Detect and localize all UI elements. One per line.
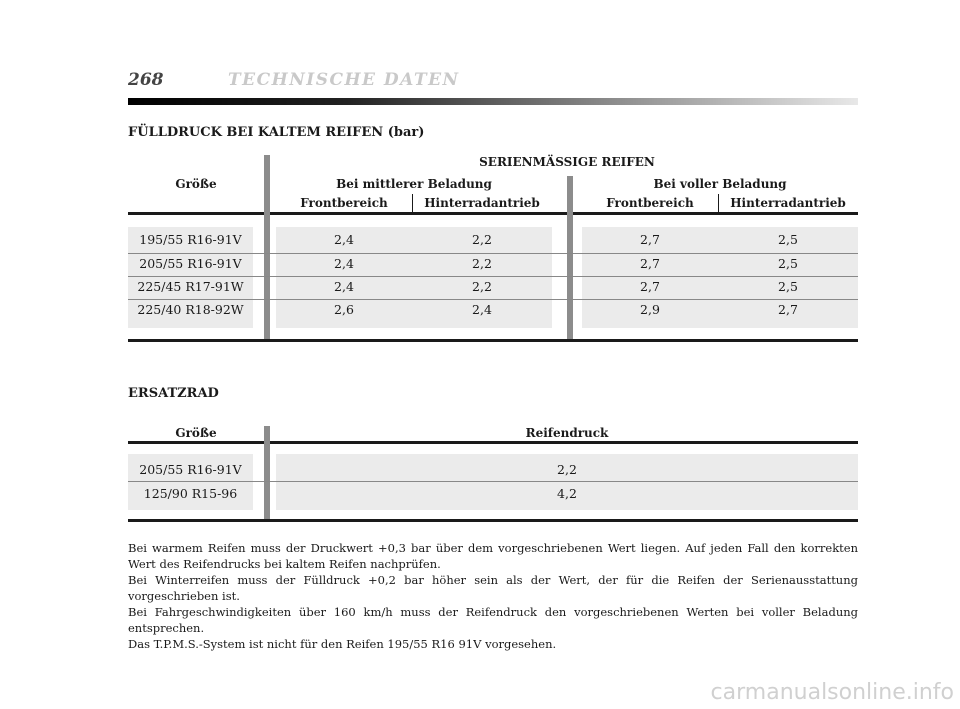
medium-front-value: 2,4 <box>334 256 354 271</box>
note-tpms: Das T.P.M.S.-System ist nicht für den Reifen 195/55 R16 91V vorgesehen. <box>128 637 557 651</box>
medium-front-value: 2,6 <box>334 302 354 317</box>
spare-pressure-value: 2,2 <box>557 462 577 477</box>
full-rear-value: 2,7 <box>778 302 798 317</box>
header-rule <box>128 98 858 105</box>
medium-rear-value: 2,2 <box>472 232 492 247</box>
table-row <box>0 462 960 485</box>
full-front-value: 2,9 <box>640 302 660 317</box>
full-rear-value: 2,5 <box>778 279 798 294</box>
spare-pressure-value: 4,2 <box>557 486 577 501</box>
tyre-size: 195/55 R16-91V <box>139 232 242 247</box>
page-number: 268 <box>128 70 164 90</box>
medium-rear-header: Hinterradantrieb <box>424 196 540 210</box>
medium-load-header: Bei mittlerer Beladung <box>336 177 492 191</box>
full-front-value: 2,7 <box>640 256 660 271</box>
full-front-value: 2,7 <box>640 232 660 247</box>
spare-size-header: Größe <box>175 426 217 440</box>
tyre-size: 225/45 R17-91W <box>137 279 244 294</box>
spare-pressure-header: Reifendruck <box>525 426 609 440</box>
table-row <box>0 486 960 509</box>
pressure-bottom-rule <box>128 339 858 342</box>
medium-front-value: 2,4 <box>334 279 354 294</box>
size-header: Größe <box>175 177 217 191</box>
tyre-size: 225/40 R18-92W <box>137 302 244 317</box>
table-row <box>0 232 960 255</box>
table-row <box>0 279 960 302</box>
medium-front-header: Frontbereich <box>300 196 388 210</box>
full-front-header: Frontbereich <box>606 196 694 210</box>
section-title: TECHNISCHE DATEN <box>228 70 460 90</box>
full-rear-value: 2,5 <box>778 232 798 247</box>
note-winter-tyres: Bei Winterreifen muss der Fülldruck +0,2 bar höher sein als der Wert, der für die Reifen der Serienausstattung vorgeschrieben ist. <box>128 573 858 603</box>
notes <box>128 540 858 652</box>
pressure-heading: FÜLLDRUCK BEI KALTEM REIFEN (bar) <box>128 125 425 140</box>
medium-rear-value: 2,2 <box>472 256 492 271</box>
spare-header-rule <box>128 441 858 444</box>
full-front-value: 2,7 <box>640 279 660 294</box>
spare-tyre-size: 205/55 R16-91V <box>139 462 242 477</box>
table-row <box>0 256 960 279</box>
full-load-header: Bei voller Beladung <box>653 177 787 191</box>
spare-heading: ERSATZRAD <box>128 386 219 401</box>
full-rear-header: Hinterradantrieb <box>730 196 846 210</box>
note-warm-tyres: Bei warmem Reifen muss der Druckwert +0,3 bar über dem vorgeschriebenen Wert liegen. Auf jeden Fall den korrekten Wert des Reifendrucks bei kaltem Reifen nachprüfen. <box>128 541 858 571</box>
table-row <box>0 302 960 325</box>
medium-col-divider <box>412 194 413 213</box>
spare-bottom-rule <box>128 519 858 522</box>
medium-rear-value: 2,4 <box>472 302 492 317</box>
full-rear-value: 2,5 <box>778 256 798 271</box>
pressure-header-rule <box>128 212 858 215</box>
note-high-speed: Bei Fahrgeschwindigkeiten über 160 km/h muss der Reifendruck den vorgeschriebenen Werten bei voller Beladung entsprechen. <box>128 605 858 635</box>
full-col-divider <box>718 194 719 213</box>
watermark: carmanualsonline.info <box>710 680 954 705</box>
serial-tyres-header: SERIENMÄSSIGE REIFEN <box>479 155 655 169</box>
medium-front-value: 2,4 <box>334 232 354 247</box>
spare-tyre-size: 125/90 R15-96 <box>143 486 238 501</box>
tyre-size: 205/55 R16-91V <box>139 256 242 271</box>
medium-rear-value: 2,2 <box>472 279 492 294</box>
